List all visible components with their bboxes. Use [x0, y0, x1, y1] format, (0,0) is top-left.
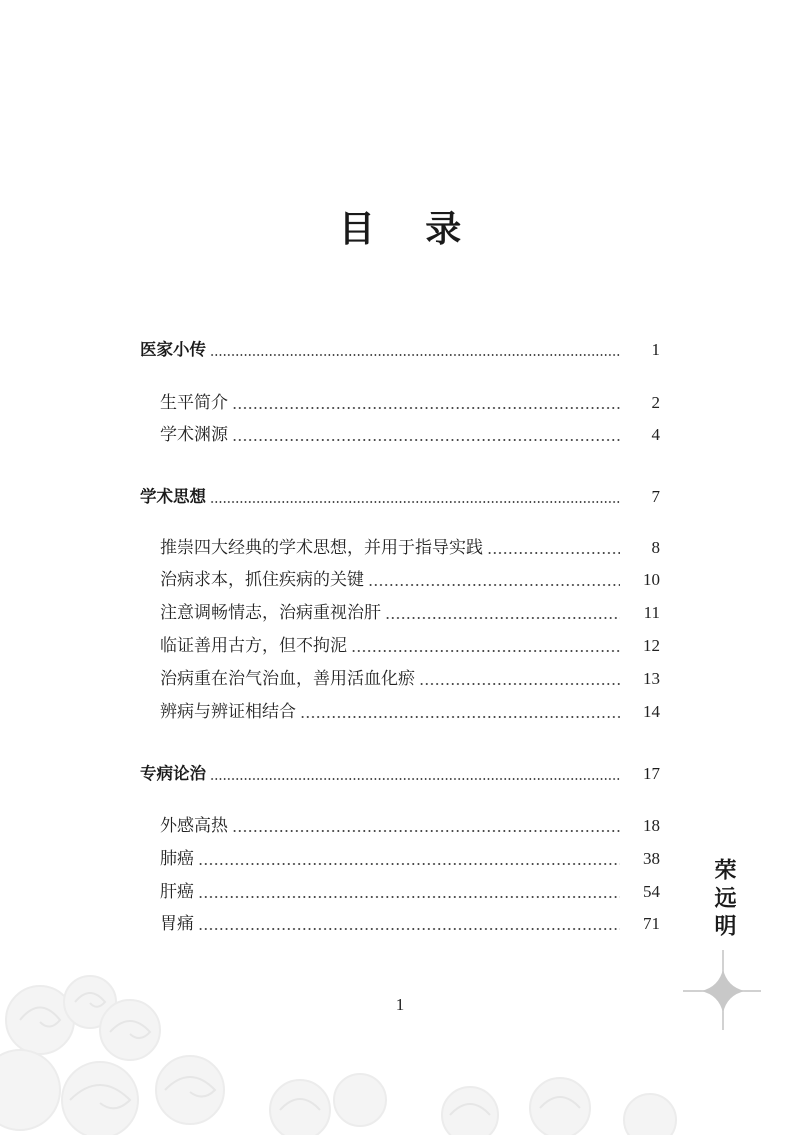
toc-page-number: 4 [651, 425, 660, 444]
toc-page-number: 18 [643, 816, 660, 835]
toc-entry[interactable] [160, 912, 660, 936]
dot-leader [351, 649, 620, 653]
page-title: 目 录 [338, 208, 462, 250]
dot-leader [210, 500, 620, 504]
toc-section-heading[interactable] [140, 338, 660, 362]
toc-entry[interactable] [160, 667, 660, 691]
dot-leader [198, 895, 620, 899]
toc-section-heading[interactable] [140, 762, 660, 786]
toc-entry-label: 治病重在治气治血，善用活血化瘀 [160, 669, 415, 689]
dot-leader [198, 927, 620, 931]
toc-entry-label: 肝癌 [160, 882, 194, 902]
toc-page-number: 14 [643, 702, 660, 721]
toc-entry[interactable] [160, 814, 660, 838]
toc-page-number: 7 [651, 487, 660, 506]
toc-entry-label: 生平简介 [160, 393, 228, 413]
dot-leader [368, 583, 620, 587]
four-point-star-icon [683, 950, 763, 1032]
toc-entry-label: 推崇四大经典的学术思想，并用于指导实践 [160, 538, 483, 558]
toc-entry-label: 外感高热 [160, 816, 228, 836]
toc-page-number: 2 [651, 393, 660, 412]
toc-heading-label: 学术思想 [140, 487, 206, 506]
toc-entry[interactable] [160, 423, 660, 447]
toc-page-number: 8 [651, 538, 660, 557]
dot-leader [210, 353, 620, 357]
toc-entry[interactable] [160, 880, 660, 904]
toc-entry-label: 辨病与辨证相结合 [160, 702, 296, 722]
side-signature: 荣远明 [711, 858, 737, 942]
cloud-pattern-decoration [0, 950, 800, 1135]
toc-entry-label: 肺癌 [160, 849, 194, 869]
toc-section-heading[interactable] [140, 485, 660, 509]
toc-page-number: 10 [643, 570, 660, 589]
toc-page-number: 13 [643, 669, 660, 688]
toc-entry[interactable] [160, 536, 660, 560]
toc-entry[interactable] [160, 634, 660, 658]
toc-entry-label: 注意调畅情志，治病重视治肝 [160, 603, 381, 623]
dot-leader [210, 777, 620, 781]
toc-page-number: 12 [643, 636, 660, 655]
dot-leader [198, 862, 620, 866]
toc-page-number: 11 [643, 603, 660, 622]
toc-page-number: 17 [643, 764, 660, 783]
toc-entry[interactable] [160, 700, 660, 724]
dot-leader [487, 551, 620, 555]
toc-entry-label: 临证善用古方，但不拘泥 [160, 636, 347, 656]
toc-entry[interactable] [160, 568, 660, 592]
toc-heading-label: 专病论治 [140, 764, 206, 783]
page-number: 1 [395, 995, 405, 1014]
dot-leader [232, 438, 620, 442]
dot-leader [300, 715, 620, 719]
toc-entry[interactable] [160, 391, 660, 415]
toc-page-number: 54 [643, 882, 660, 901]
toc-entry-label: 胃痛 [160, 914, 194, 934]
toc-page-number: 71 [643, 914, 660, 933]
toc-entry[interactable] [160, 847, 660, 871]
toc-entry-label: 学术渊源 [160, 425, 228, 445]
toc-entry[interactable] [160, 601, 660, 625]
toc-heading-label: 医家小传 [140, 340, 206, 359]
dot-leader [385, 616, 620, 620]
dot-leader [419, 682, 620, 686]
toc-entry-label: 治病求本，抓住疾病的关键 [160, 570, 364, 590]
dot-leader [232, 406, 620, 410]
dot-leader [232, 829, 620, 833]
toc-page-number: 38 [643, 849, 660, 868]
toc-page-number: 1 [651, 340, 660, 359]
